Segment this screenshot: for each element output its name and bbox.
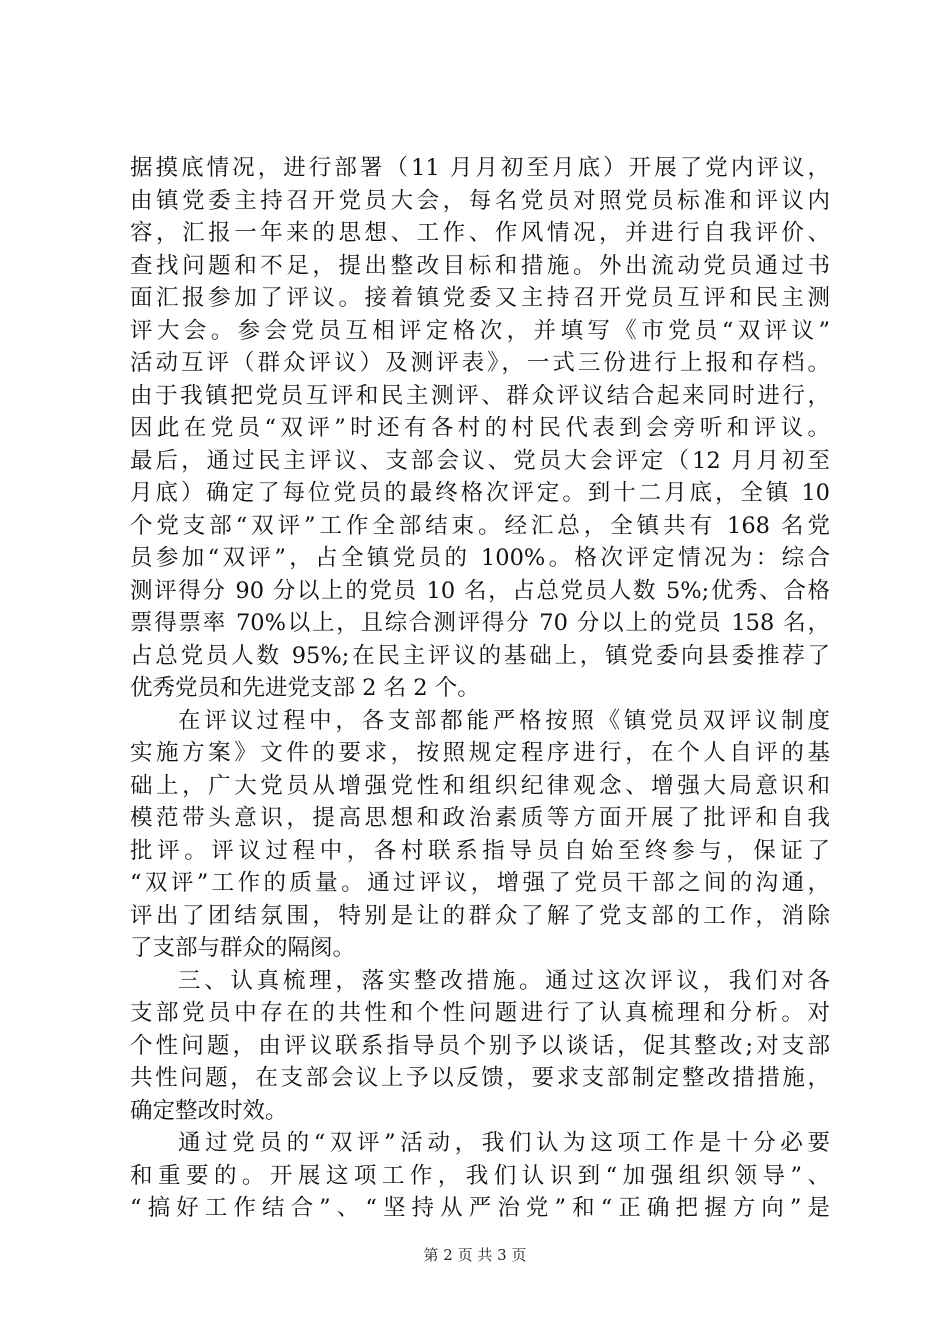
text-line: 个性问题，由评议联系指导员个别予以谈话，促其整改;对支部 — [130, 1032, 830, 1059]
text-line: 月底）确定了每位党员的最终格次评定。到十二月底，全镇 10 — [130, 480, 830, 506]
text-line: 由镇党委主持召开党员大会，每名党员对照党员标准和评议内 — [130, 187, 830, 214]
text-line: 础上，广大党员从增强党性和组织纪律观念、增强大局意识和 — [130, 772, 830, 799]
page-number-footer: 第 2 页 共 3 页 — [423, 1246, 527, 1264]
text-line: 由于我镇把党员互评和民主测评、群众评议结合起来同时进行， — [130, 382, 830, 409]
text-line: 实施方案》文件的要求，按照规定程序进行，在个人自评的基 — [130, 740, 830, 766]
text-line: 了支部与群众的隔阂。 — [130, 935, 356, 961]
text-line: 员参加“双评”，占全镇党员的 100%。格次评定情况为：综合 — [130, 545, 830, 571]
text-line: 模范带头意识，提高思想和政治素质等方面开展了批评和自我 — [130, 805, 830, 831]
text-line: 评出了团结氛围，特别是让的群众了解了党支部的工作，消除 — [130, 902, 830, 929]
text-line: 据摸底情况，进行部署（11 月月初至月底）开展了党内评议， — [130, 155, 830, 181]
text-line: 优秀党员和先进党支部 2 名 2 个。 — [130, 675, 480, 701]
text-line: 活动互评（群众评议）及测评表》，一式三份进行上报和存档。 — [130, 350, 830, 376]
paragraph-start-line: 在评议过程中，各支部都能严格按照《镇党员双评议制度 — [178, 707, 830, 734]
text-line: 共性问题，在支部会议上予以反馈，要求支部制定整改措措施， — [130, 1065, 830, 1091]
text-line: 个党支部“双评”工作全部结束。经汇总，全镇共有 168 名党 — [130, 512, 830, 539]
document-body — [130, 152, 830, 1225]
paragraph-start-line: 通过党员的“双评”活动，我们认为这项工作是十分必要 — [178, 1130, 830, 1156]
text-line: “双评”工作的质量。通过评议，增强了党员干部之间的沟通， — [130, 870, 830, 896]
text-line: 容，汇报一年来的思想、工作、作风情况，并进行自我评价、 — [130, 220, 830, 246]
text-line: 占总党员人数 95%;在民主评议的基础上，镇党委向县委推荐了 — [130, 642, 830, 669]
text-line: 和重要的。开展这项工作，我们认识到“加强组织领导”、 — [130, 1162, 830, 1189]
text-line: 支部党员中存在的共性和个性问题进行了认真梳理和分析。对 — [130, 1000, 830, 1026]
paragraph-start-line: 三、认真梳理，落实整改措施。通过这次评议，我们对各 — [178, 967, 830, 994]
text-line: 票得票率 70%以上，且综合测评得分 70 分以上的党员 158 名， — [130, 610, 830, 636]
text-line: “搞好工作结合”、“坚持从严治党”和“正确把握方向”是 — [130, 1195, 830, 1221]
text-line: 确定整改时效。 — [130, 1097, 288, 1124]
text-line: 测评得分 90 分以上的党员 10 名，占总党员人数 5%;优秀、合格 — [130, 577, 830, 604]
text-line: 因此在党员“双评”时还有各村的村民代表到会旁听和评议。 — [130, 415, 830, 441]
text-line: 查找问题和不足，提出整改目标和措施。外出流动党员通过书 — [130, 252, 830, 279]
text-line: 评大会。参会党员互相评定格次，并填写《市党员“双评议” — [130, 317, 830, 344]
text-line: 面汇报参加了评议。接着镇党委又主持召开党员互评和民主测 — [130, 285, 830, 311]
text-line: 批评。评议过程中，各村联系指导员自始至终参与，保证了 — [130, 837, 830, 864]
text-line: 最后，通过民主评议、支部会议、党员大会评定（12 月月初至 — [130, 447, 830, 474]
